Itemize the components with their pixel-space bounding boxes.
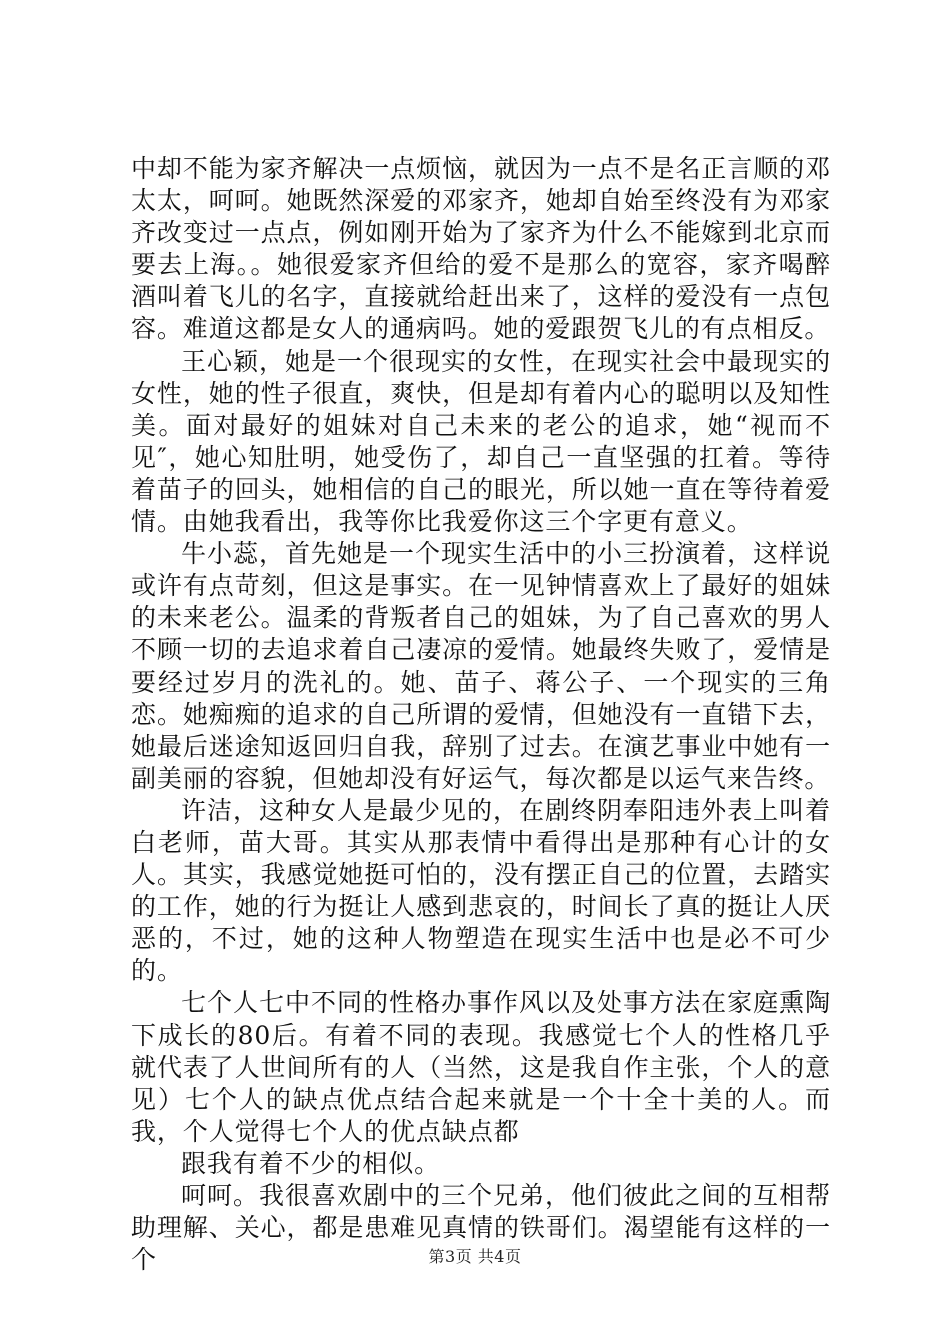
document-body	[131, 153, 831, 1276]
paragraph-three-brothers: 呵呵。我很喜欢剧中的三个兄弟，他们彼此之间的互相帮助理解、关心，都是患难见真情的铁哥们。渴望能有这样的一个	[131, 1181, 831, 1275]
paragraph-similarity: 跟我有着不少的相似。	[181, 1148, 441, 1178]
paragraph-continuation: 中却不能为家齐解决一点烦恼，就因为一点不是名正言顺的邓太太，呵呵。她既然深爱的邓家齐，她却自始至终没有为邓家齐改变过一点点，例如刚开始为了家齐为什么不能嫁到北京而要去上海。。她很爱家齐但给的爱不是那么的宽容，家齐喝醉酒叫着飞儿的名字，直接就给赶出来了，这样的爱没有一点包容。难道这都是女人的通病吗。她的爱跟贺飞儿的有点相反。	[131, 154, 831, 344]
paragraph-xu-jie: 许洁，这种女人是最少见的，在剧终阴奉阳违外表上叫着白老师，苗大哥。其实从那表情中看得出是那种有心计的女人。其实，我感觉她挺可怕的，没有摆正自己的位置，去踏实的工作，她的行为挺让人感到悲哀的，时间长了真的挺让人厌恶的，不过，她的这种人物塑造在现实生活中也是必不可少的。	[131, 795, 831, 986]
paragraph-wang-xinying: 王心颖，她是一个很现实的女性，在现实社会中最现实的女性，她的性子很直，爽快，但是却有着内心的聪明以及知性美。面对最好的姐妹对自己未来的老公的追求，她“视而不见″，她心知肚明，她受伤了，却自己一直坚强的扛着。等待着苗子的回头，她相信的自己的眼光，所以她一直在等待着爱情。由她我看出，我等你比我爱你这三个字更有意义。	[131, 346, 831, 537]
page-footer: 第3页 共4页	[428, 1247, 522, 1266]
paragraph-seven-people: 七个人七中不同的性格办事作风以及处事方法在家庭熏陶下成长的80后。有着不同的表现。我感觉七个人的性格几乎就代表了人世间所有的人（当然，这是我自作主张，个人的意见）七个人的缺点优点结合起来就是一个十全十美的人。而我，个人觉得七个人的优点缺点都	[131, 988, 831, 1146]
paragraph-niu-xiaorui: 牛小蕊，首先她是一个现实生活中的小三扮演着，这样说或许有点苛刻，但这是事实。在一见钟情喜欢上了最好的姐妹的未来老公。温柔的背叛者自己的姐妹，为了自己喜欢的男人不顾一切的去追求着自己凄凉的爱情。她最终失败了，爱情是要经过岁月的洗礼的。她、苗子、蒋公子、一个现实的三角恋。她痴痴的追求的自己所谓的爱情，但她没有一直错下去，她最后迷途知返回归自我，辞别了过去。在演艺事业中她有一副美丽的容貌，但她却没有好运气，每次都是以运气来告终。	[131, 539, 831, 793]
